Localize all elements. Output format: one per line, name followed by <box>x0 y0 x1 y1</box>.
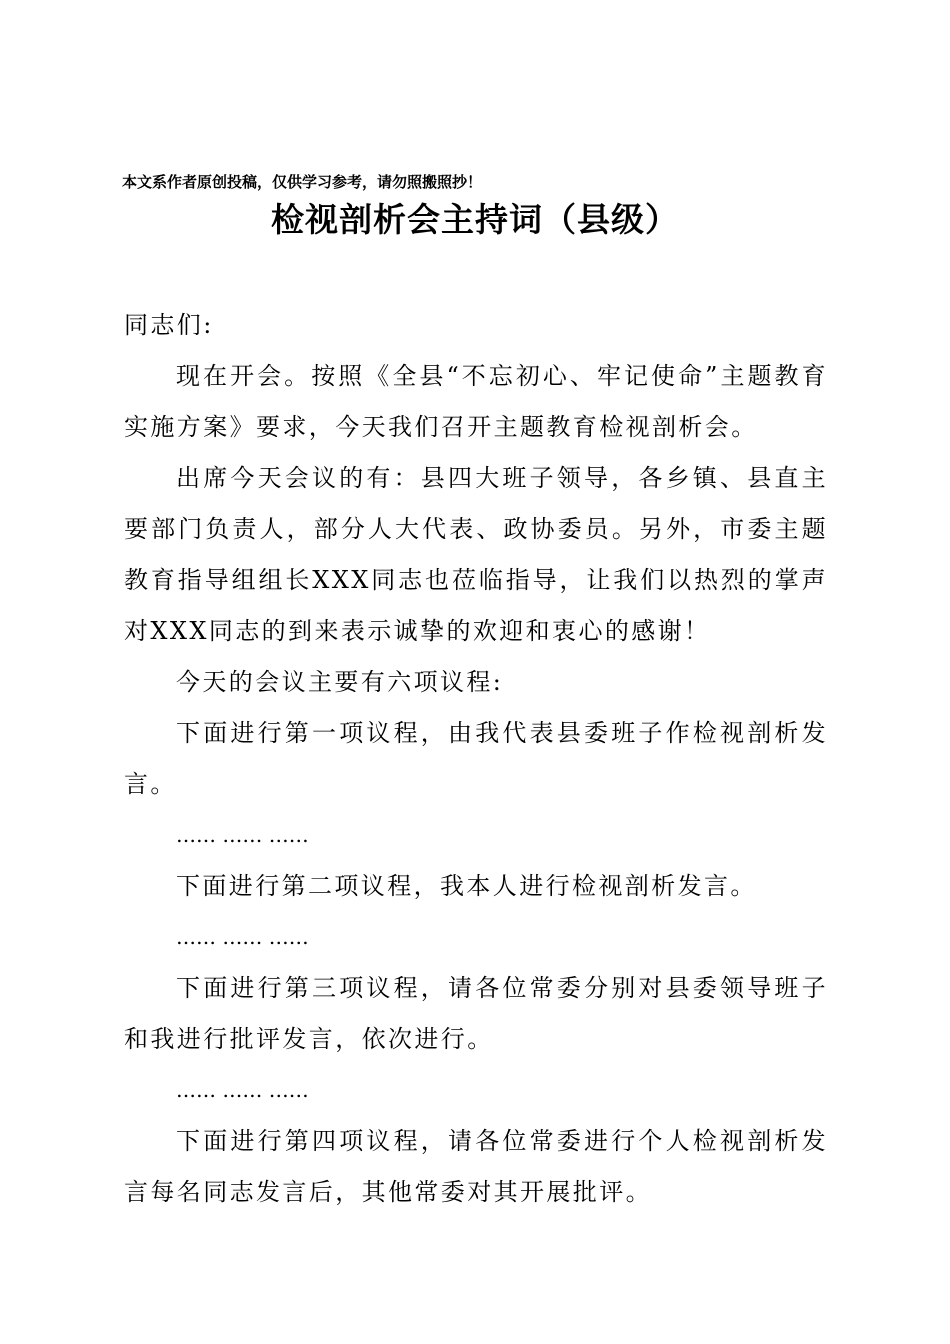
copyright-notice: 本文系作者原创投稿，仅供学习参考，请勿照搬照抄！ <box>122 173 483 191</box>
paragraph-attendees: 出席今天会议的有：县四大班子领导，各乡镇、县直主要部门负责人，部分人大代表、政协委员。另外，市委主题教育指导组组长XXX同志也莅临指导，让我们以热烈的掌声对XXX同志的到来表示诚挚的欢迎和衷心的感谢！ <box>124 464 828 645</box>
document-body <box>124 300 828 1218</box>
paragraph-agenda-4: 下面进行第四项议程，请各位常委进行个人检视剖析发言每名同志发言后，其他常委对其开展批评。 <box>124 1127 828 1206</box>
salutation: 同志们: <box>124 311 214 339</box>
paragraph-agenda-3: 下面进行第三项议程，请各位常委分别对县委领导班子和我进行批评发言，依次进行。 <box>124 974 828 1053</box>
paragraph-agenda-2: 下面进行第二项议程，我本人进行检视剖析发言。 <box>176 872 757 900</box>
paragraph-agenda-intro: 今天的会议主要有六项议程: <box>176 668 504 696</box>
ellipsis-divider: …… …… …… <box>176 925 309 949</box>
ellipsis-divider: …… …… …… <box>176 823 309 847</box>
ellipsis-divider: …… …… …… <box>176 1078 309 1102</box>
paragraph-agenda-1: 下面进行第一项议程，由我代表县委班子作检视剖析发言。 <box>124 719 828 798</box>
paragraph-opening: 现在开会。按照《全县“不忘初心、牢记使命”主题教育实施方案》要求，今天我们召开主题教育检视剖析会。 <box>124 362 828 441</box>
document-title: 检视剖析会主持词（县级） <box>271 200 679 239</box>
